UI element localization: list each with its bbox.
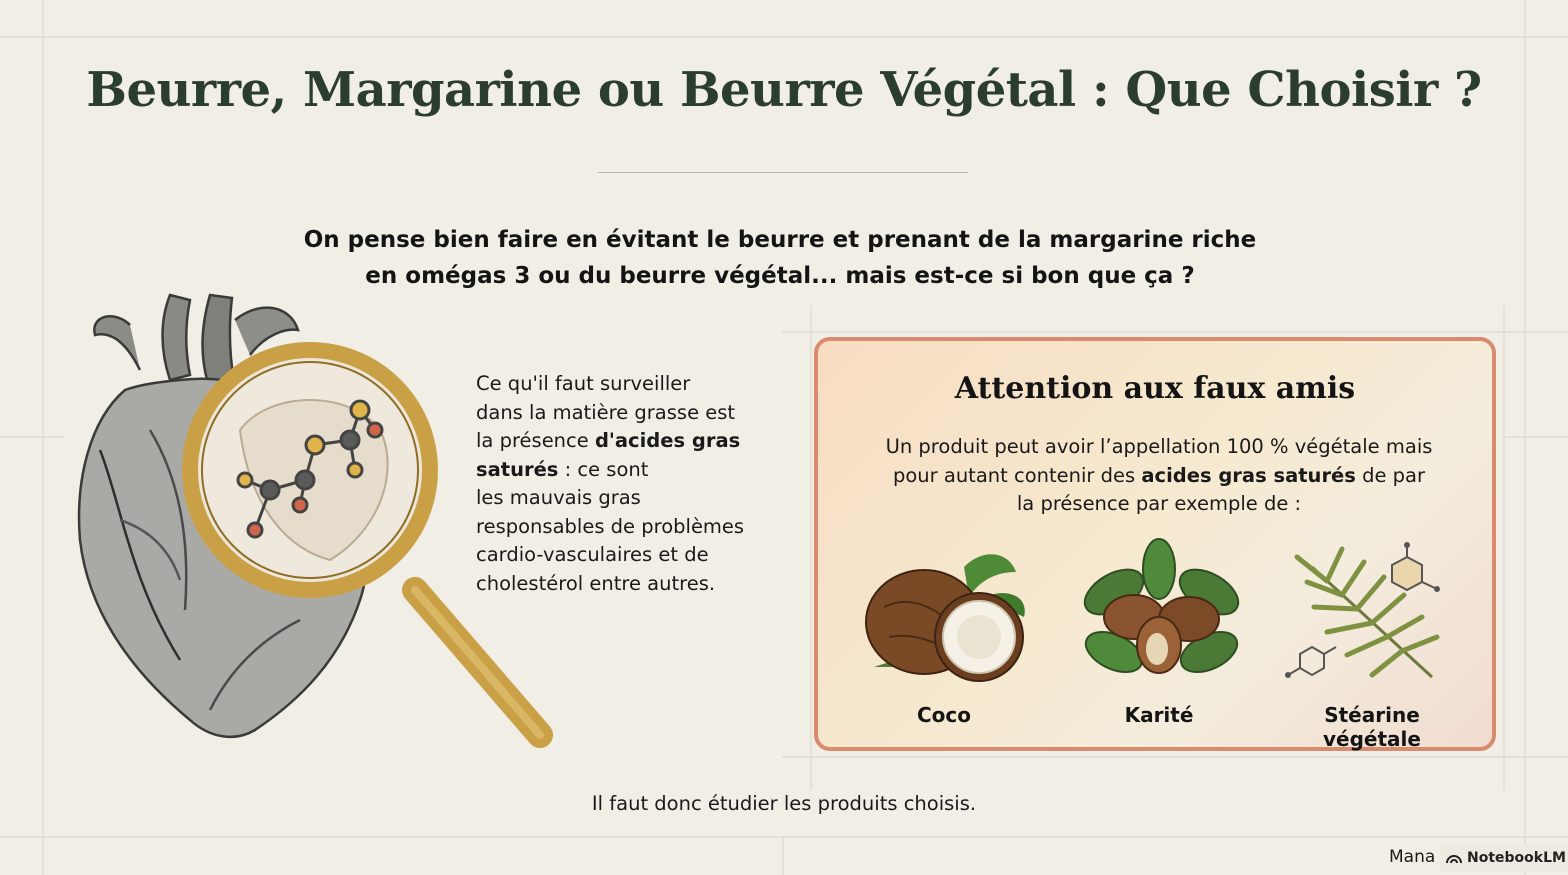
card-line-2c: de par [1355, 463, 1426, 487]
false-friends-card [814, 337, 1496, 751]
item-label-coco: Coco [916, 703, 971, 727]
left-line-3a: la présence [476, 429, 595, 452]
left-line-4-bold: saturés [476, 457, 559, 481]
card-line-2-bold: acides gras saturés [1141, 463, 1356, 487]
coconut-icon [844, 537, 1044, 697]
left-line-8: cholestérol entre autres. [476, 571, 716, 595]
left-line-7: cardio-vasculaires et de [476, 543, 709, 566]
left-line-6: responsables de problèmes [476, 514, 745, 538]
intro-line-2: en omégas 3 ou du beurre végétal... mais est-ce si bon que ça ? [365, 263, 1195, 289]
footer-note: Il faut donc étudier les produits choisis. [591, 792, 977, 815]
notebooklm-logo-icon [1446, 852, 1462, 864]
left-line-2: dans la matière grasse est [476, 400, 736, 424]
item-stearine [1272, 537, 1472, 751]
card-text [838, 433, 1480, 519]
notebooklm-badge [1440, 844, 1568, 872]
shea-nut-icon [1059, 537, 1259, 697]
left-line-1: Ce qu'il faut surveiller [476, 372, 691, 395]
title-divider [598, 172, 968, 173]
author-label: Mana [1389, 847, 1436, 867]
card-line-2 [838, 462, 1480, 491]
left-line-3-bold: d'acides gras [594, 429, 741, 452]
notebooklm-label: NotebookLM [1467, 850, 1566, 866]
left-line-3 [476, 427, 776, 456]
intro-line-1: On pense bien faire en évitant le beurre et prenant de la margarine riche [303, 227, 1257, 253]
page-title: Beurre, Margarine ou Beurre Végétal : Que Choisir ? [86, 62, 1482, 118]
left-line-4b: : ce sont [558, 457, 649, 481]
item-label-karite: Karité [1124, 703, 1194, 727]
card-line-3: la présence par exemple de : [1016, 492, 1302, 515]
palm-leaf-molecule-icon [1272, 537, 1472, 697]
item-karite [1059, 537, 1259, 737]
left-line-4 [476, 456, 776, 485]
card-line-2a: pour autant contenir des [892, 463, 1142, 487]
saturated-fats-explanation [476, 370, 776, 598]
item-label-stearine: Stéarine végétale [1323, 703, 1421, 751]
card-title: Attention aux faux amis [954, 371, 1356, 406]
card-line-1: Un produit peut avoir l’appellation 100 % végétale mais [885, 435, 1433, 458]
item-coco [844, 537, 1044, 737]
left-line-5: les mauvais gras [476, 486, 641, 509]
